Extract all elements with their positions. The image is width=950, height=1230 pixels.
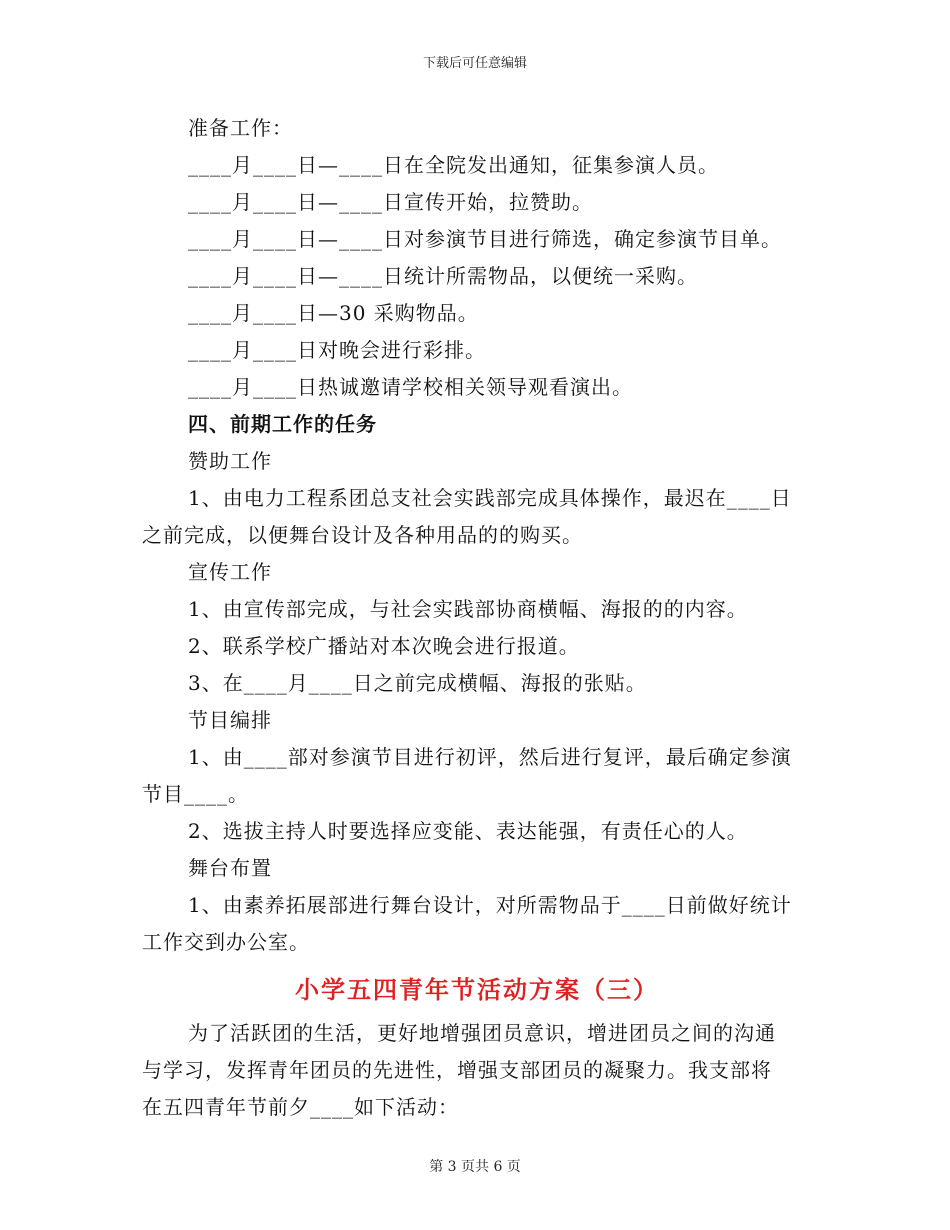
subheading: 宣传工作 <box>188 560 272 584</box>
text-line: 准备工作： <box>188 116 293 140</box>
paragraph-line: 与学习，发挥青年团员的先进性，增强支部团员的凝聚力。我支部将 <box>142 1058 772 1082</box>
text-line: ____月____日对晚会进行彩排。 <box>188 338 486 362</box>
text-line: ____月____日—____日宣传开始，拉赞助。 <box>188 190 593 214</box>
text-line: 2、联系学校广播站对本次晚会进行报道。 <box>188 634 580 658</box>
text-line: 之前完成，以便舞台设计及各种用品的的购买。 <box>142 523 583 547</box>
subheading: 赞助工作 <box>188 449 272 473</box>
subheading: 舞台布置 <box>188 856 272 880</box>
text-line: 1、由电力工程系团总支社会实践部完成具体操作，最迟在____日 <box>188 486 792 510</box>
section-title: 小学五四青年节活动方案（三） <box>295 975 659 1004</box>
page-footer: 第 3 页共 6 页 <box>429 1159 521 1175</box>
text-line: 1、由素养拓展部进行舞台设计，对所需物品于____日前做好统计 <box>188 893 792 917</box>
page-header: 下载后可任意编辑 <box>422 56 527 71</box>
text-line: 1、由____部对参演节目进行初评，然后进行复评，最后确定参演 <box>188 745 792 769</box>
document-body <box>142 110 812 1126</box>
text-line: ____月____日—____日对参演节目进行筛选，确定参演节目单。 <box>188 227 782 251</box>
text-line: 3、在____月____日之前完成横幅、海报的张贴。 <box>188 671 647 695</box>
paragraph-line: 在五四青年节前夕____如下活动： <box>142 1095 459 1119</box>
text-line: 节目____。 <box>142 782 249 806</box>
text-line: ____月____日—30 采购物品。 <box>188 301 479 325</box>
subheading: 节目编排 <box>188 708 272 732</box>
text-line: ____月____日—____日统计所需物品，以便统一采购。 <box>188 264 698 288</box>
text-line: ____月____日热诚邀请学校相关领导观看演出。 <box>188 375 633 399</box>
section-heading: 四、前期工作的任务 <box>188 412 377 436</box>
text-line: 1、由宣传部完成，与社会实践部协商横幅、海报的的内容。 <box>188 597 748 621</box>
text-line: 工作交到办公室。 <box>142 930 310 954</box>
text-line: 2、选拔主持人时要选择应变能、表达能强，有责任心的人。 <box>188 819 748 843</box>
text-line: ____月____日—____日在全院发出通知，征集参演人员。 <box>188 153 719 177</box>
paragraph-line: 为了活跃团的生活，更好地增强团员意识，增进团员之间的沟通 <box>188 1021 776 1045</box>
